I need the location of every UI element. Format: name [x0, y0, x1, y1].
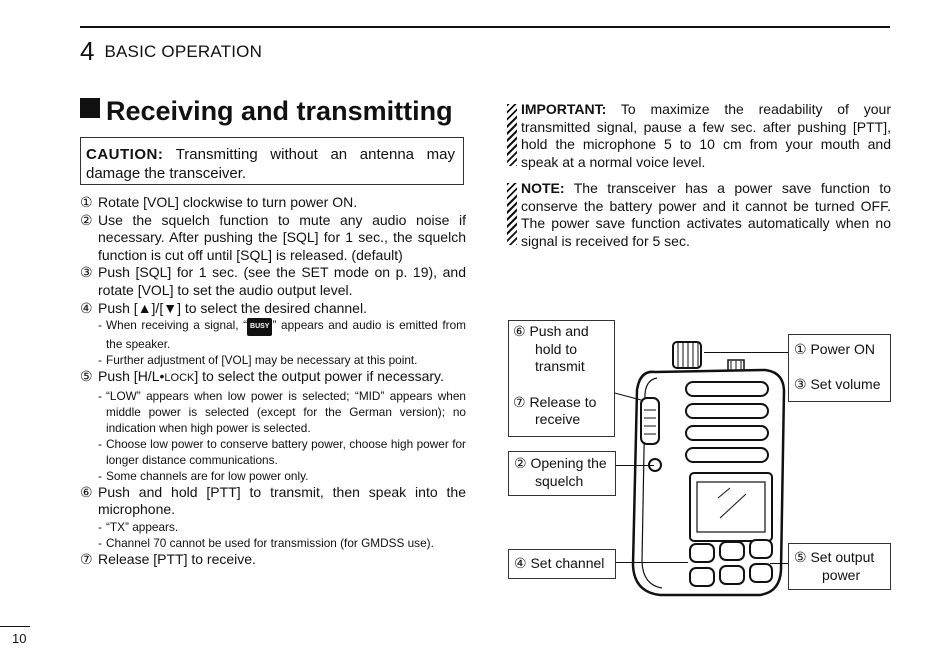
sub-text: Channel 70 cannot be used for transmission (for GMDSS use).: [106, 535, 434, 550]
step-number: ⑦: [80, 550, 93, 567]
section-title: [80, 96, 453, 127]
chapter-title: BASIC OPERATION: [104, 41, 263, 61]
callout-text: ③ Set volume: [794, 375, 881, 392]
sub-text: Further adjustment of [VOL] may be necessary at this point.: [106, 353, 418, 368]
square-bullet-icon: [80, 98, 100, 118]
step-number: ④: [80, 299, 93, 316]
callout-text: hold to: [535, 340, 578, 357]
sub-text: Choose low power to conserve battery power, choose high power for longer distance communications.: [106, 436, 466, 467]
leader-sql: [616, 465, 654, 466]
sub-text: “TX” appears.: [106, 519, 179, 534]
step-text: Push [▲]/[▼] to select the desired channel.: [98, 299, 367, 316]
callout-text: ⑥ Push and: [513, 323, 589, 339]
section-title-text: Receiving and transmitting: [106, 96, 453, 126]
callout-text: ② Opening the: [514, 455, 607, 471]
steps-list: [80, 194, 466, 569]
important-text: To maximize the readability of your transmitted signal, pause a few sec. after pushing [PTT], hold the microphone 5 to 10 cm from your mouth and speak at a normal voice level.: [521, 101, 891, 170]
sub-text: When receiving a signal, “: [106, 318, 248, 333]
callout-ptt: [508, 320, 615, 437]
callout-text: ⑤ Set output: [794, 549, 875, 565]
step-2: [80, 212, 466, 265]
callout-text: ① Power ON: [794, 341, 876, 357]
step-5: [80, 368, 466, 388]
note-text: The transceiver has a power save function to conserve the battery power and it cannot be turned OFF. The power save function activates automatically when no signal is received for 5 sec.: [521, 180, 891, 249]
step-1: [80, 194, 466, 212]
step-number: ②: [80, 211, 93, 228]
page-number-rule: [0, 626, 30, 627]
top-rule: [80, 26, 890, 28]
step-number: ①: [80, 194, 93, 210]
step-text: Use the squelch function to mute any audio noise if necessary. After pushing the [SQL] for 1 sec., the squelch function is cut off until [SQL] is released. (default): [98, 211, 466, 263]
callout-channel: [508, 549, 616, 579]
step-text: Rotate [VOL] clockwise to turn power ON.: [98, 194, 358, 210]
sub-text: ” appears and audio is emitted from the speaker.: [106, 318, 466, 352]
step-6-sub-2: - Channel 70 cannot be used for transmission (for GMDSS use).: [98, 535, 434, 550]
step-4-sub-2: - Further adjustment of [VOL] may be necessary at this point.: [98, 353, 418, 368]
caution-box: [80, 137, 464, 185]
step-4: [80, 300, 466, 318]
volume-knob-icon: [673, 342, 701, 368]
step-text: Push [H/L•: [98, 368, 165, 385]
page-number: 10: [12, 631, 27, 646]
step-text: Push [SQL] for 1 sec. (see the SET mode on p. 19), and rotate [VOL] to set the audio output level.: [98, 264, 466, 298]
important-hatch-bar: [507, 104, 517, 166]
callout-text: power: [822, 566, 861, 583]
note-hatch-bar: [507, 183, 517, 245]
chapter-heading: [80, 36, 262, 67]
busy-indicator-icon: BUSY: [247, 318, 272, 336]
step-5-sub-2: - Choose low power to conserve battery power, choose high power for longer distance communications.: [98, 436, 466, 467]
step-text: ] to select the output power if necessary.: [194, 368, 444, 385]
note-label: NOTE:: [521, 180, 565, 196]
power-save-note: [521, 180, 891, 250]
ptt-button-icon: [641, 398, 659, 444]
callout-text: ④ Set channel: [514, 555, 605, 571]
important-note: [521, 101, 891, 171]
step-4-sub-1: - When receiving a signal, “ BUSY ” appears and audio is emitted from the speaker.: [98, 318, 466, 352]
step-text: Release [PTT] to receive.: [98, 550, 256, 567]
callout-sql: [508, 451, 616, 496]
callout-text: receive: [535, 411, 581, 428]
step-5-sub-3: - Some channels are for low power only.: [98, 468, 309, 483]
sub-text: Some channels are for low power only.: [106, 468, 309, 483]
caution-label: CAUTION:: [86, 146, 164, 163]
step-6: [80, 484, 466, 519]
step-7: [80, 551, 466, 569]
caution-text: Transmitting without an antenna may damage the transceiver.: [86, 146, 455, 182]
callout-text: ⑦ Release to: [513, 393, 597, 410]
step-number: ⑥: [80, 483, 93, 500]
lock-key-label: LOCK: [164, 372, 195, 385]
step-text: Push and hold [PTT] to transmit, then speak into the microphone.: [98, 483, 466, 518]
important-label: IMPORTANT:: [521, 101, 607, 117]
sub-text: “LOW” appears when low power is selected; “MID” appears when middle power is selected (except for the German version); no indication when high power is selected.: [106, 388, 466, 435]
chapter-number: 4: [80, 36, 95, 66]
callout-text: squelch: [535, 472, 584, 489]
step-5-sub-1: - “LOW” appears when low power is selected; “MID” appears when middle power is selected (except for the German version); no indication when high power is selected.: [98, 388, 466, 435]
leader-ch: [616, 562, 688, 563]
step-3: [80, 264, 466, 299]
leader-vol: [704, 352, 790, 353]
callout-power: [788, 543, 891, 590]
step-number: ⑤: [80, 368, 93, 385]
callout-volume: [788, 334, 891, 402]
step-number: ③: [80, 264, 93, 281]
step-6-sub-1: - “TX” appears.: [98, 519, 179, 534]
leader-pwr: [770, 563, 788, 564]
callout-text: transmit: [535, 358, 585, 375]
